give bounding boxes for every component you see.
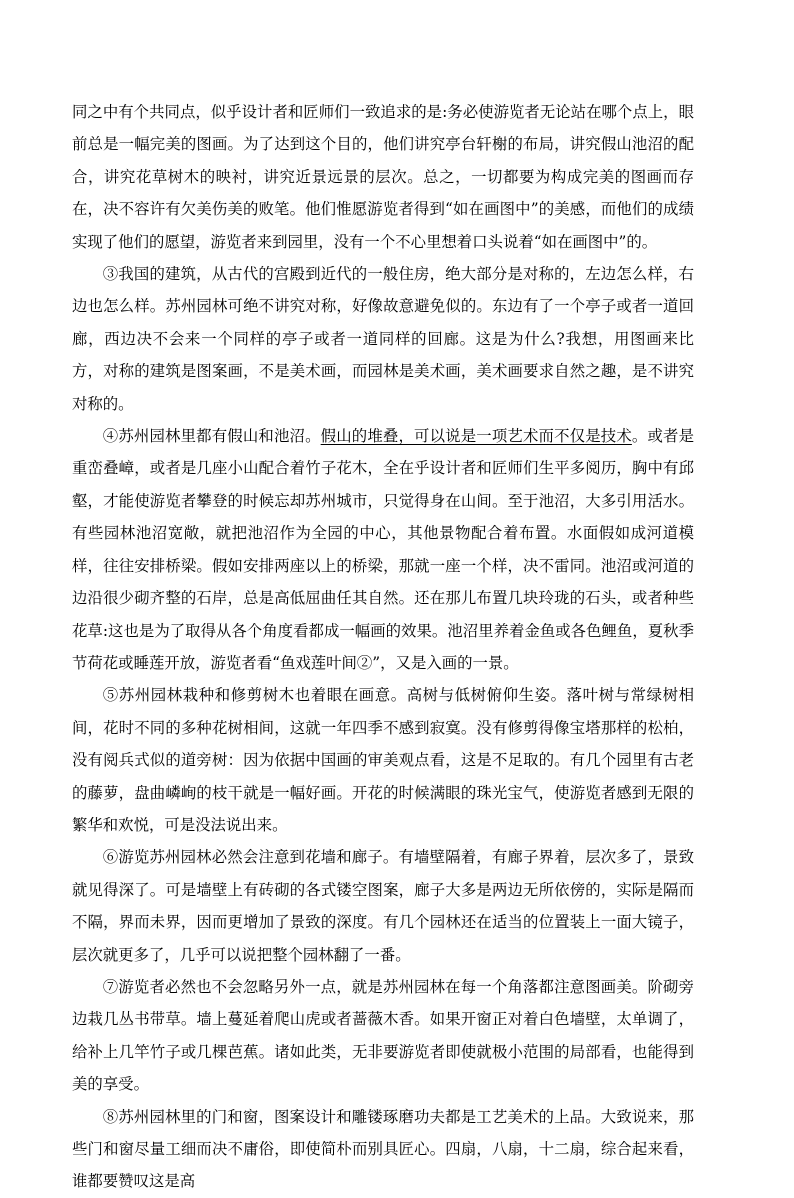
paragraph-8: ⑧苏州园林里的门和窗，图案设计和雕镂琢磨功夫都是工艺美术的上品。大致说来，那些门和窗尽量工细而决不庸俗，即使简朴而别具匠心。四扇，八扇，十二扇，综合起来看，谁都要赞叹这是高 (72, 1107, 694, 1191)
paragraph-4-lead: ④苏州园林里都有假山和池沼。 (102, 427, 321, 446)
paragraph-5: ⑤苏州园林栽种和修剪树木也着眼在画意。高树与低树俯仰生姿。落叶树与常绿树相间，花时不同的多种花树相间，这就一年四季不感到寂寞。没有修剪得像宝塔那样的松柏，没有阅兵式似的道旁树：因为依据中国画的审美观点看，这是不足取的。有几个园里有古老的藤萝，盘曲嶙峋的枝干就是一幅好画。开花的时候满眼的珠光宝气，使游览者感到无限的繁华和欢悦，可是没法说出来。 (72, 686, 694, 834)
article-body (72, 96, 694, 1198)
paragraph-4-rest: 。或者是重峦叠嶂，或者是几座小山配合着竹子花木，全在乎设计者和匠师们生平多阅历，胸中有邱壑，才能使游览者攀登的时候忘却苏州城市，只觉得身在山间。至于池沼，大多引用活水。有些园林池沼宽敞，就把池沼作为全园的中心，其他景物配合着布置。水面假如成河道模样，往往安排桥梁。假如安排两座以上的桥梁，那就一座一个样，决不雷同。池沼或河道的边沿很少砌齐整的石岸，总是高低屈曲任其自然。还在那儿布置几块玲珑的石头，或者种些花草:这也是为了取得从各个角度看都成一幅画的效果。池沼里养着金鱼或各色鲤鱼，夏秋季节荷花或睡莲开放，游览者看“鱼戏莲叶间②”，又是入画的一景。 (72, 427, 694, 672)
paragraph-4 (72, 420, 694, 679)
paragraph-6: ⑥游览苏州园林必然会注意到花墙和廊子。有墙壁隔着，有廊子界着，层次多了，景致就见得深了。可是墙壁上有砖砌的各式镂空图案，廊子大多是两边无所依傍的，实际是隔而不隔，界而未界，因而更增加了景致的深度。有几个园林还在适当的位置装上一面大镜子，层次就更多了，几乎可以说把整个园林翻了一番。 (72, 848, 694, 964)
paragraph-intro: 同之中有个共同点，似乎设计者和匠师们一致追求的是:务必使游览者无论站在哪个点上，眼前总是一幅完美的图画。为了达到这个目的，他们讲究亭台轩榭的布局，讲究假山池沼的配合，讲究花草树木的映衬，讲究近景远景的层次。总之，一切都要为构成完美的图画而存在，决不容许有欠美伤美的败笔。他们惟愿游览者得到“如在画图中”的美感，而他们的成绩实现了他们的愿望，游览者来到园里，没有一个不心里想着口头说着“如在画图中”的。 (72, 103, 694, 251)
underlined-sentence: 假山的堆叠，可以说是一项艺术而不仅是技术 (320, 427, 632, 446)
paragraph-3: ③我国的建筑，从古代的宫殿到近代的一般住房，绝大部分是对称的，左边怎么样，右边也怎么样。苏州园林可绝不讲究对称，好像故意避免似的。东边有了一个亭子或者一道回廊，西边决不会来一个同样的亭子或者一道同样的回廊。这是为什么?我想，用图画来比方，对称的建筑是图案画，不是美术画，而园林是美术画，美术画要求自然之趣，是不讲究对称的。 (72, 265, 694, 413)
paragraph-7: ⑦游览者必然也不会忽略另外一点，就是苏州园林在每一个角落都注意图画美。阶砌旁边栽几丛书带草。墙上蔓延着爬山虎或者蔷薇木香。如果开窗正对着白色墙壁，太单调了，给补上几竿竹子或几棵芭蕉。诸如此类，无非要游览者即使就极小范围的局部看，也能得到美的享受。 (72, 977, 694, 1094)
